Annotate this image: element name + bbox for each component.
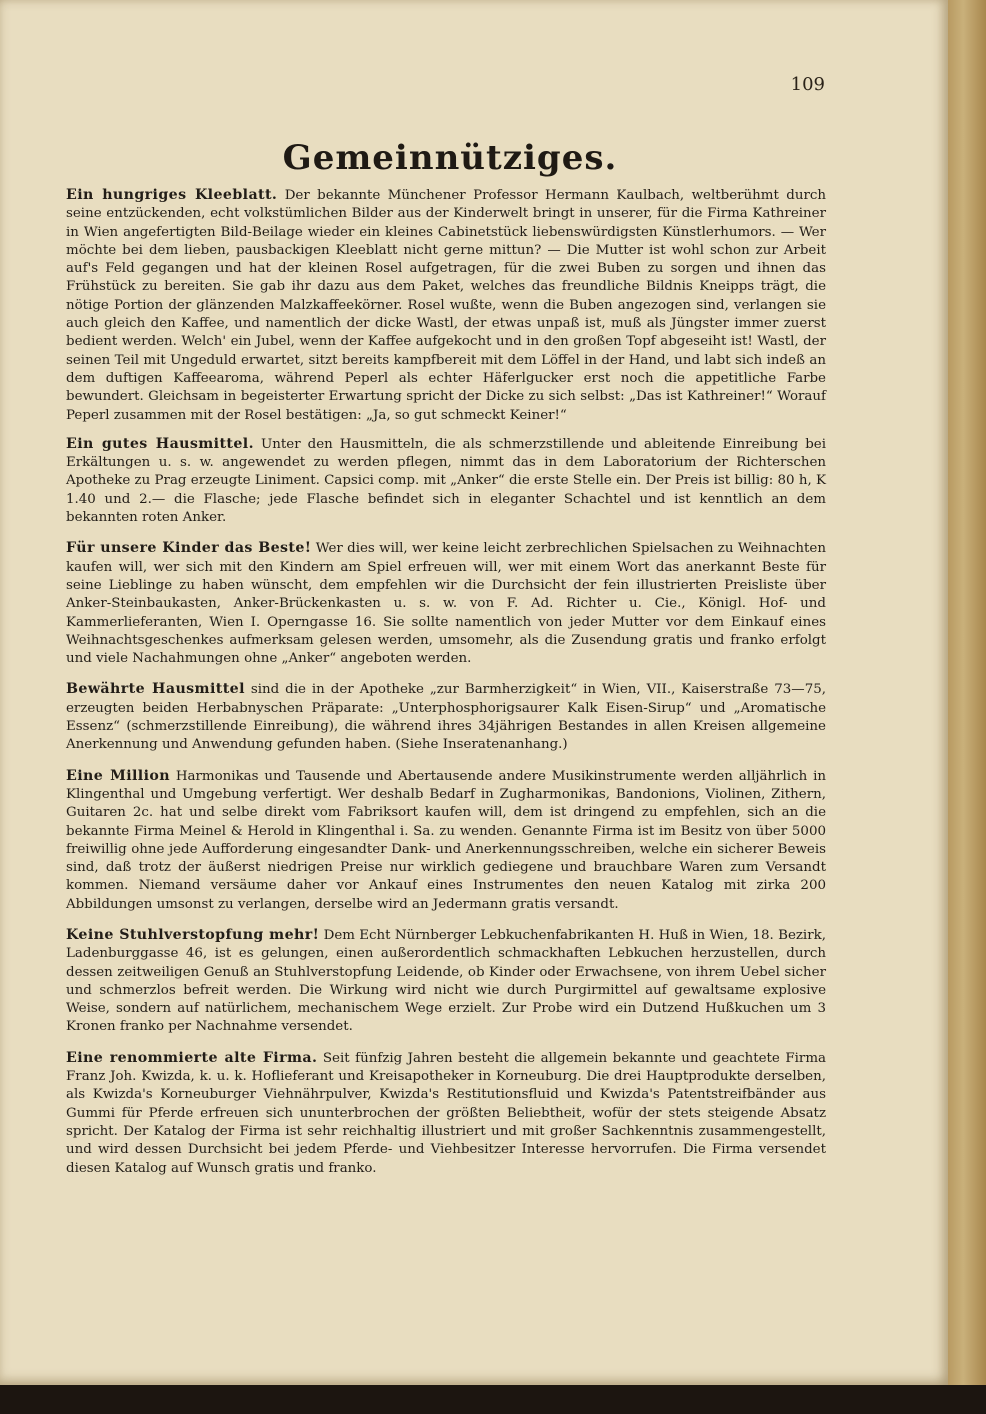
- article-kleeblatt: [66, 186, 826, 425]
- article-hausmittel: [66, 435, 826, 527]
- article-heading: Für unsere Kinder das Beste!: [66, 540, 312, 557]
- article-heading: Ein hungriges Kleeblatt.: [66, 187, 278, 203]
- article-text: Seit fünfzig Jahren besteht die allgemein bekannte und geachtete Firma Franz Joh. Kwizda, k. u. k. Hoflieferant und Kreisapotheker in Korneuburg. Die drei Hauptprodukte derselben, als Kwizda's Korneuburger Viehnährpulver, Kwizda's Restitutionsfluid und Kwizda's Patentstreifbänder aus Gummi für Pferde erfreuen sich ununterbrochen der größten Beliebtheit, wofür der stets steigende Absatz spricht. Der Katalog der Firma ist sehr reichhaltig illustriert und mit großer Sachkenntnis zusammengestellt, und wird dessen Durchsicht bei jedem Pferde- und Viehbesitzer Interesse hervorrufen. Die Firma versendet diesen Katalog auf Wunsch gratis und franko.: [66, 1050, 826, 1176]
- article-text: Harmonikas und Tausende und Abertausende andere Musikinstrumente werden alljährlich in Klingenthal und Umgebung verfertigt. Wer deshalb Bedarf in Zugharmonikas, Bandonions, Violinen, Zithern, Guitaren 2c. hat und selbe direkt vom Fabriksort kaufen will, dem ist dringend zu empfehlen, sich an die bekannte Firma Meinel & Herold in Klingenthal i. Sa. zu wenden. Genannte Firma ist im Besitz von über 5000 freiwillig ohne jede Aufforderung eingesandter Dank- und Anerkennungsschreiben, welche ein sicherer Beweis sind, daß trotz der äußerst niedrigen Preise nur wirklich gediegene und brauchbare Waren zum Versandt kommen. Niemand versäume daher vor Ankauf eines Instrumentes den neuen Katalog mit zirka 200 Abbildungen umsonst zu verlangen, derselbe wird an Jedermann gratis versandt.: [66, 768, 826, 912]
- article-heading: Ein gutes Hausmittel.: [66, 435, 254, 452]
- article-heading: Eine Million: [66, 767, 170, 784]
- article-heading: Eine renommierte alte Firma.: [66, 1049, 318, 1066]
- article-kinder: [66, 539, 826, 668]
- article-stuhlverstopfung: [66, 926, 826, 1037]
- article-body: [66, 186, 826, 1190]
- scan-border: [0, 1385, 986, 1414]
- article-text: sind die in der Apotheke „zur Barmherzigkeit“ in Wien, VII., Kaiserstraße 73—75, erzeugten beiden Herbabnyschen Präparate: „Unterphosphorigsaurer Kalk Eisen-Sirup“ und „Aromatische Essenz“ (schmerzstillende Einreibung), die während ihres 34jährigen Bestandes in allen Kreisen allgemeine Anerkennung und Anwendung gefunden haben. (Siehe Inseratenanhang.): [66, 682, 826, 753]
- article-heading: Keine Stuhlverstopfung mehr!: [66, 926, 320, 943]
- article-bewaehrte-hausmittel: [66, 680, 826, 754]
- article-heading: Bewährte Hausmittel: [66, 681, 245, 698]
- article-text: Dem Echt Nürnberger Lebkuchenfabrikanten H. Huß in Wien, 18. Bezirk, Ladenburggasse 46, ist es gelungen, einen außerordentlich schmackhaften Lebkuchen herzustellen, durch dessen zeitweiligen Genuß an Stuhlverstopfung Leidende, ob Kinder oder Erwachsene, von ihrem Uebel sicher und schmerzlos befreit werden. Die Wirkung wird nicht wie durch Purgirmittel auf gewaltsame explosive Weise, sondern auf natürlichem, mechanischem Wege erzielt. Zur Probe wird ein Dutzend Hußkuchen um 3 Kronen franko per Nachnahme versendet.: [66, 927, 826, 1035]
- article-million: [66, 767, 826, 914]
- page-edge: [948, 0, 986, 1385]
- page-number: 109: [790, 74, 825, 95]
- article-firma: [66, 1049, 826, 1178]
- page-title: Gemeinnütziges.: [282, 138, 618, 178]
- article-text: Unter den Hausmitteln, die als schmerzstillende und ableitende Einreibung bei Erkältungen u. s. w. angewendet zu werden pflegen, nimmt das in dem Laboratorium der Richterschen Apotheke zu Prag erzeugte Liniment. Capsici comp. mit „Anker“ die erste Stelle ein. Der Preis ist billig: 80 h, K 1.40 und 2.— die Flasche; jede Flasche befindet sich in eleganter Schachtel und ist kenntlich an dem bekannten roten Anker.: [66, 436, 826, 526]
- article-text: Wer dies will, wer keine leicht zerbrechlichen Spielsachen zu Weihnachten kaufen will, wer sich mit den Kindern am Spiel erfreuen will, wer mit einem Wort das anerkannt Beste für seine Lieblinge zu haben wünscht, dem empfehlen wir die Durchsicht der fein illustrierten Preisliste über Anker-Steinbaukasten, Anker-Brückenkasten u. s. w. von F. Ad. Richter u. Cie., Königl. Hof- und Kammerlieferanten, Wien I. Operngasse 16. Sie sollte namentlich von jeder Mutter vor dem Einkauf eines Weihnachtsgeschenkes aufmerksam gelesen werden, umsomehr, als die Zusendung gratis und franko erfolgt und viele Nachahmungen ohne „Anker“ angeboten werden.: [66, 541, 826, 667]
- article-text: Der bekannte Münchener Professor Hermann Kaulbach, weltberühmt durch seine entzückenden, echt volkstümlichen Bilder aus der Kinderwelt bringt in unserer, für die Firma Kathreiner in Wien angefertigten Bild-Beilage wieder ein kleines Cabinetstück liebenswürdigsten Künstlerhumors. — Wer möchte bei dem lieben, pausbackigen Kleeblatt nicht gerne mittun? — Die Mutter ist wohl schon zur Arbeit auf's Feld gegangen und hat der kleinen Rosel aufgetragen, für die zwei Buben zu sorgen und ihnen das Frühstück zu bereiten. Sie gab ihr dazu aus dem Paket, welches das freundliche Bildnis Kneipps trägt, die nötige Portion der glänzenden Malzkaffeekörner. Rosel wußte, wenn die Buben angezogen sind, verlangen sie auch gleich den Kaffee, und namentlich der dicke Wastl, der etwas unpaß ist, muß als Jüngster immer zuerst bedient werden. Welch' ein Jubel, wenn der Kaffee aufgekocht und in den großen Topf abgeseiht ist! Wastl, der seinen Teil mit Ungeduld erwartet, sitzt bereits kampfbereit mit dem Löffel in der Hand, und labt sich indeß an dem duftigen Kaffeearoma, während Peperl als echter Häferlgucker erst noch die appetitliche Farbe bewundert. Gleichsam in begeisterter Erwartung spricht der Dicke zu sich selbst: „Das ist Kathreiner!“ Worauf Peperl zusammen mit der Rosel bestätigen: „Ja, so gut schmeckt Keiner!“: [66, 188, 826, 423]
